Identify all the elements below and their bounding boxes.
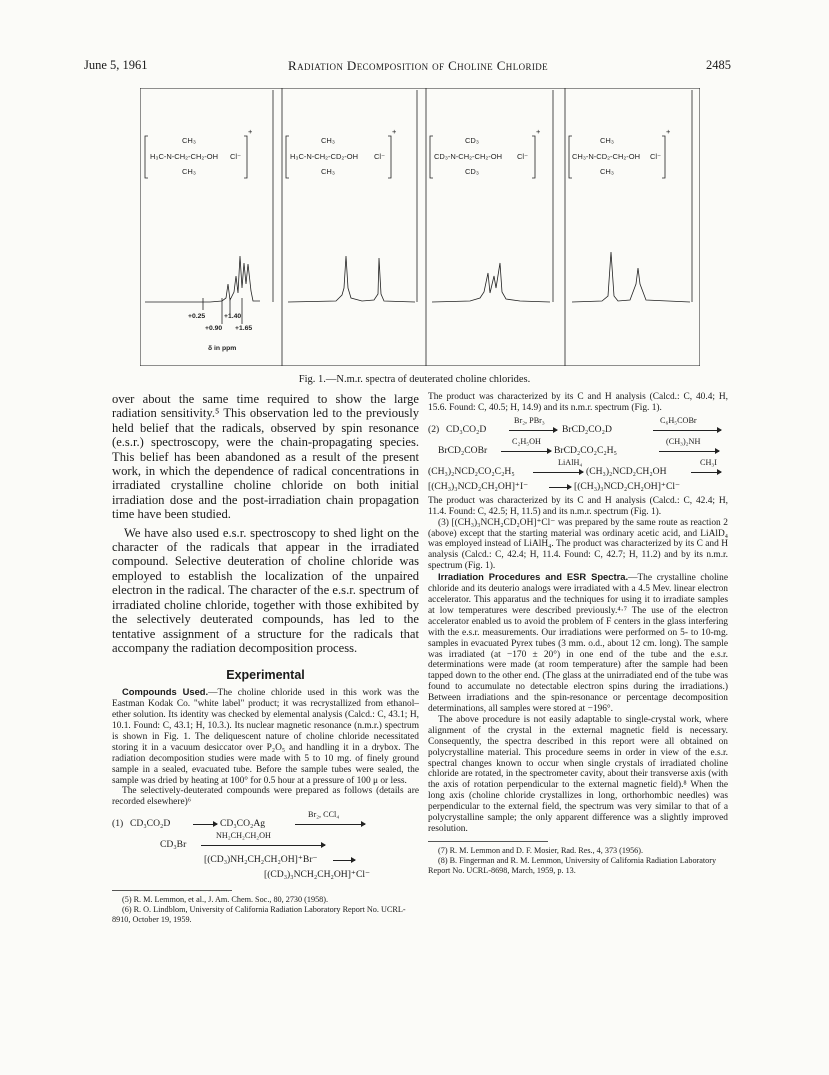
- arrow: [549, 487, 571, 488]
- conditions: Br₂, PBr₃: [514, 415, 545, 425]
- product: [(CH₃)₃NCD₂CH₂OH]⁺Cl⁻: [574, 480, 681, 492]
- paragraph: [428, 572, 728, 715]
- spectrum-3: [432, 263, 550, 302]
- anion-3: Cl⁻: [517, 152, 529, 161]
- arrow: [333, 860, 355, 861]
- struct-3-bot: CD₃: [465, 167, 479, 176]
- paragraph: [112, 687, 419, 786]
- conditions: LiAlH₄: [558, 457, 583, 467]
- product: BrCD₂COBr: [438, 444, 488, 456]
- charge-4: +: [666, 127, 671, 136]
- conditions: C₂H₅OH: [512, 436, 541, 446]
- paragraph: We have also used e.s.r. spectroscopy to shed light on the character of the radicals that appear in the irradiated compound. Selective deuteration of choline chloride was employed to establish the localization of the unpaired electron in the radical. The character of the e.s.r. spectrum of irradiated choline chloride, together with those exhibited by the selectively deuterated compounds, has led to the tentative assignment of a structure for the radicals that accompany the radiation decomposition process.: [112, 525, 419, 655]
- charge-2: +: [392, 127, 397, 136]
- paragraph-text: —The crystalline choline chloride and its deuterio analogs were irradiated with a 4.5 Mev. linear electron accelerator. This apparatus and the techniques for using it to irradiate samples at low temperatures were described previously.⁴·⁷ The use of the electron accelerator enabled us to avoid the problem of F centers in the glass interfering with the e.s.r. measurements. Our irradiations were performed on 5- to 10-mg. samples in evacuated Pyrex tubes (3 mm. o.d., about 12 cm. long). The sample was irradiated (at −170 ± 20°) in one end of the tube and the e.s.r. determinations were made (at room temperature) after the sample had been tapped down to the other end. (The glass at the unirradiated end of the tube was found to accumulate no detectable electron spins during the irradiations.) Between irradiations and the spin-resonance or percentage decomposition determinations, all samples were stored at −196°.: [428, 573, 728, 715]
- product: BrCD₂CO₂C₂H₅: [554, 444, 617, 456]
- running-title: Radiation Decomposition of Choline Chloride: [288, 58, 549, 73]
- figure-caption: Fig. 1.—N.m.r. spectra of deuterated choline chlorides.: [298, 374, 531, 385]
- paragraph: (3) [(CH₃)₃NCH₂CD₂OH]⁺Cl⁻ was prepared by the same route as reaction 2 (above) except that the starting material was ordinary acetic acid, and LiAlD₄ was employed instead of LiAlH₄. The product was characterized by its C and H analysis (Calcd.: C, 42.4; H, 11.4. Found: C, 42.7; H, 11.2) and by its n.m.r. spectrum (Fig. 1).: [428, 517, 728, 572]
- shift-label: +1.65: [235, 325, 253, 332]
- struct-2-bot: CH₃: [321, 167, 335, 176]
- reagent: CD₃CO₂D: [446, 423, 487, 435]
- arrow: [653, 430, 721, 431]
- arrow: [659, 451, 719, 452]
- run-in-heading: Irradiation Procedures and ESR Spectra.: [438, 571, 629, 583]
- axis-label: δ in ppm: [208, 345, 237, 352]
- paragraph: The above procedure is not easily adaptable to single-crystal work, where alignment of the crystal in the external magnetic field is necessary. Consequently, the spectra described in this report were all obtained on polycrystalline material. This procedure seems in order in view of the e.s.r. spectral changes known to occur when single crystals of irradiated choline chloride are rotated, in the spectrometer cavity, about their transverse axis (with the axis of rotation perpendicular to the external magnetic field).⁸ When the long axis (choline chloride crystallizes in long, orthorhombic needles) was perpendicular to the external field, the spectrum was very similar to that of a polycrystalline sample; the only apparent difference was a slightly improved resolution.: [428, 714, 728, 834]
- anion-1: Cl⁻: [230, 152, 242, 161]
- spectrum-2: [288, 256, 415, 302]
- product: BrCD₂CO₂D: [562, 423, 612, 435]
- scheme-num: (2): [428, 423, 440, 435]
- spectrum-1: [145, 256, 260, 302]
- run-in-heading: Compounds Used.: [122, 686, 209, 698]
- arrow: [193, 824, 217, 825]
- footnote: (7) R. M. Lemmon and D. F. Mosier, Rad. Res., 4, 373 (1956).: [438, 845, 644, 855]
- page-number: 2485: [706, 58, 731, 72]
- paragraph: The product was characterized by its C and H analysis (Calcd.: C, 40.4; H, 15.6. Found: C, 40.5; H, 14.9) and its n.m.r. spectrum (Fig. 1).: [428, 392, 728, 413]
- arrow: [533, 472, 583, 473]
- scheme-num: (1): [112, 818, 124, 830]
- product: [(CH₃)₃NCD₂CH₂OH]⁺I⁻: [428, 480, 529, 492]
- struct-2-top: CH₃: [321, 136, 335, 145]
- left-column: [112, 392, 419, 925]
- conditions: C₆H₅COBr: [660, 415, 697, 425]
- struct-1-bot: CH₃: [182, 167, 196, 176]
- product: [(CD₃)NH₂CH₂CH₂OH]⁺Br⁻: [204, 854, 318, 866]
- product: (CH₃)₂NCD₂CH₂OH: [586, 465, 667, 477]
- conditions: (CH₃)₂NH: [666, 436, 701, 446]
- product: (CH₃)₂NCD₂CO₂C₂H₅: [428, 465, 515, 477]
- shift-label: +0.90: [205, 325, 223, 332]
- product: CD₃Br: [160, 839, 187, 851]
- footnote: (5) R. M. Lemmon, et al., J. Am. Chem. Soc., 80, 2730 (1958).: [122, 895, 329, 905]
- anion-2: Cl⁻: [374, 152, 386, 161]
- paragraph-text: —The choline chloride used in this work was the Eastman Kodak Co. "white label" product; it was recrystallized from ethanol–ether solution. Its identity was checked by elemental analysis (Calcd.: C, 43.1; H, 10.1. Found: C, 43.1; H, 10.3.). Its nuclear magnetic resonance (n.m.r.) spectrum is shown in Fig. 1. The deliquescent nature of choline chloride necessitated storing it in a vacuum desiccator over P₂O₅ and handling it in a drybox. The radiation decomposition studies were made with 5 to 10 mg. of finely ground sample in a sealed, evacuated tube. Before the sample tubes were sealed, the sample was dried by heating at 100° for 0.5 hour at a pressure of 100 μ or less.: [112, 688, 419, 786]
- spectrum-4: [572, 252, 690, 302]
- product: CD₃CO₂Ag: [220, 818, 266, 830]
- struct-1: H₃C-N-CH₂-CH₂-OH: [150, 152, 219, 161]
- conditions: Br₂, CCl₄: [308, 810, 340, 820]
- footnote: (6) R. O. Lindblom, University of California Radiation Laboratory Report No. UCRL-8910, October 19, 1959.: [112, 905, 406, 924]
- arrow: [691, 472, 721, 473]
- struct-4-top: CH₃: [600, 136, 614, 145]
- arrow: [509, 430, 557, 431]
- paragraph: The selectively-deuterated compounds were prepared as follows (details are recorded elsewhere)⁶: [112, 786, 419, 808]
- paragraph: over about the same time required to show the large radiation sensitivity.⁵ This observation led to the previously held belief that the radicals, observed by spin resonance (e.s.r.) spectroscopy, were the chain-propagating species. This belief has been abandoned as a result of the present work, in which the dependence of radical concentrations in irradiated crystalline choline chloride on both initial irradiation dose and the post-irradiation chain propagation time have been studied.: [112, 392, 419, 522]
- struct-4-bot: CH₃: [600, 167, 614, 176]
- struct-3-top: CD₃: [465, 136, 479, 145]
- reagent: CD₃CO₂D: [130, 818, 171, 830]
- nmr-figure: [140, 88, 700, 366]
- charge-1: +: [248, 127, 253, 136]
- struct-4: CH₃-N-CD₂-CH₂-OH: [572, 152, 641, 161]
- footnote: (8) B. Fingerman and R. M. Lemmon, University of California Radiation Laboratory Report No. UCRL-8698, March, 1959, p. 13.: [428, 855, 717, 875]
- arrow: [501, 451, 551, 452]
- shift-label: +0.25: [188, 313, 206, 320]
- reaction-scheme-2: [428, 415, 728, 496]
- conditions: NH₂CH₂CH₂OH: [216, 831, 271, 841]
- struct-2: H₃C-N-CH₂-CD₂-OH: [290, 152, 359, 161]
- paragraph: The product was characterized by its C and H analysis (Calcd.: C, 42.4; H, 11.4. Found: C, 42.5; H, 11.5) and its n.m.r. spectrum (Fig. 1).: [428, 495, 728, 517]
- shift-label: +1.40: [224, 313, 242, 320]
- product: [(CD₃)₃NCH₂CH₂OH]⁺Cl⁻: [264, 869, 371, 881]
- arrow: [201, 845, 325, 846]
- conditions: CH₃I: [700, 457, 717, 467]
- section-heading: Experimental: [226, 668, 305, 683]
- reaction-scheme-1: [112, 810, 419, 884]
- header-date: June 5, 1961: [84, 58, 148, 72]
- right-column: [428, 392, 728, 875]
- arrow: [295, 824, 365, 825]
- charge-3: +: [536, 127, 541, 136]
- anion-4: Cl⁻: [650, 152, 662, 161]
- struct-3: CD₃-N-CH₂-CH₂-OH: [434, 152, 503, 161]
- struct-1-top: CH₃: [182, 136, 196, 145]
